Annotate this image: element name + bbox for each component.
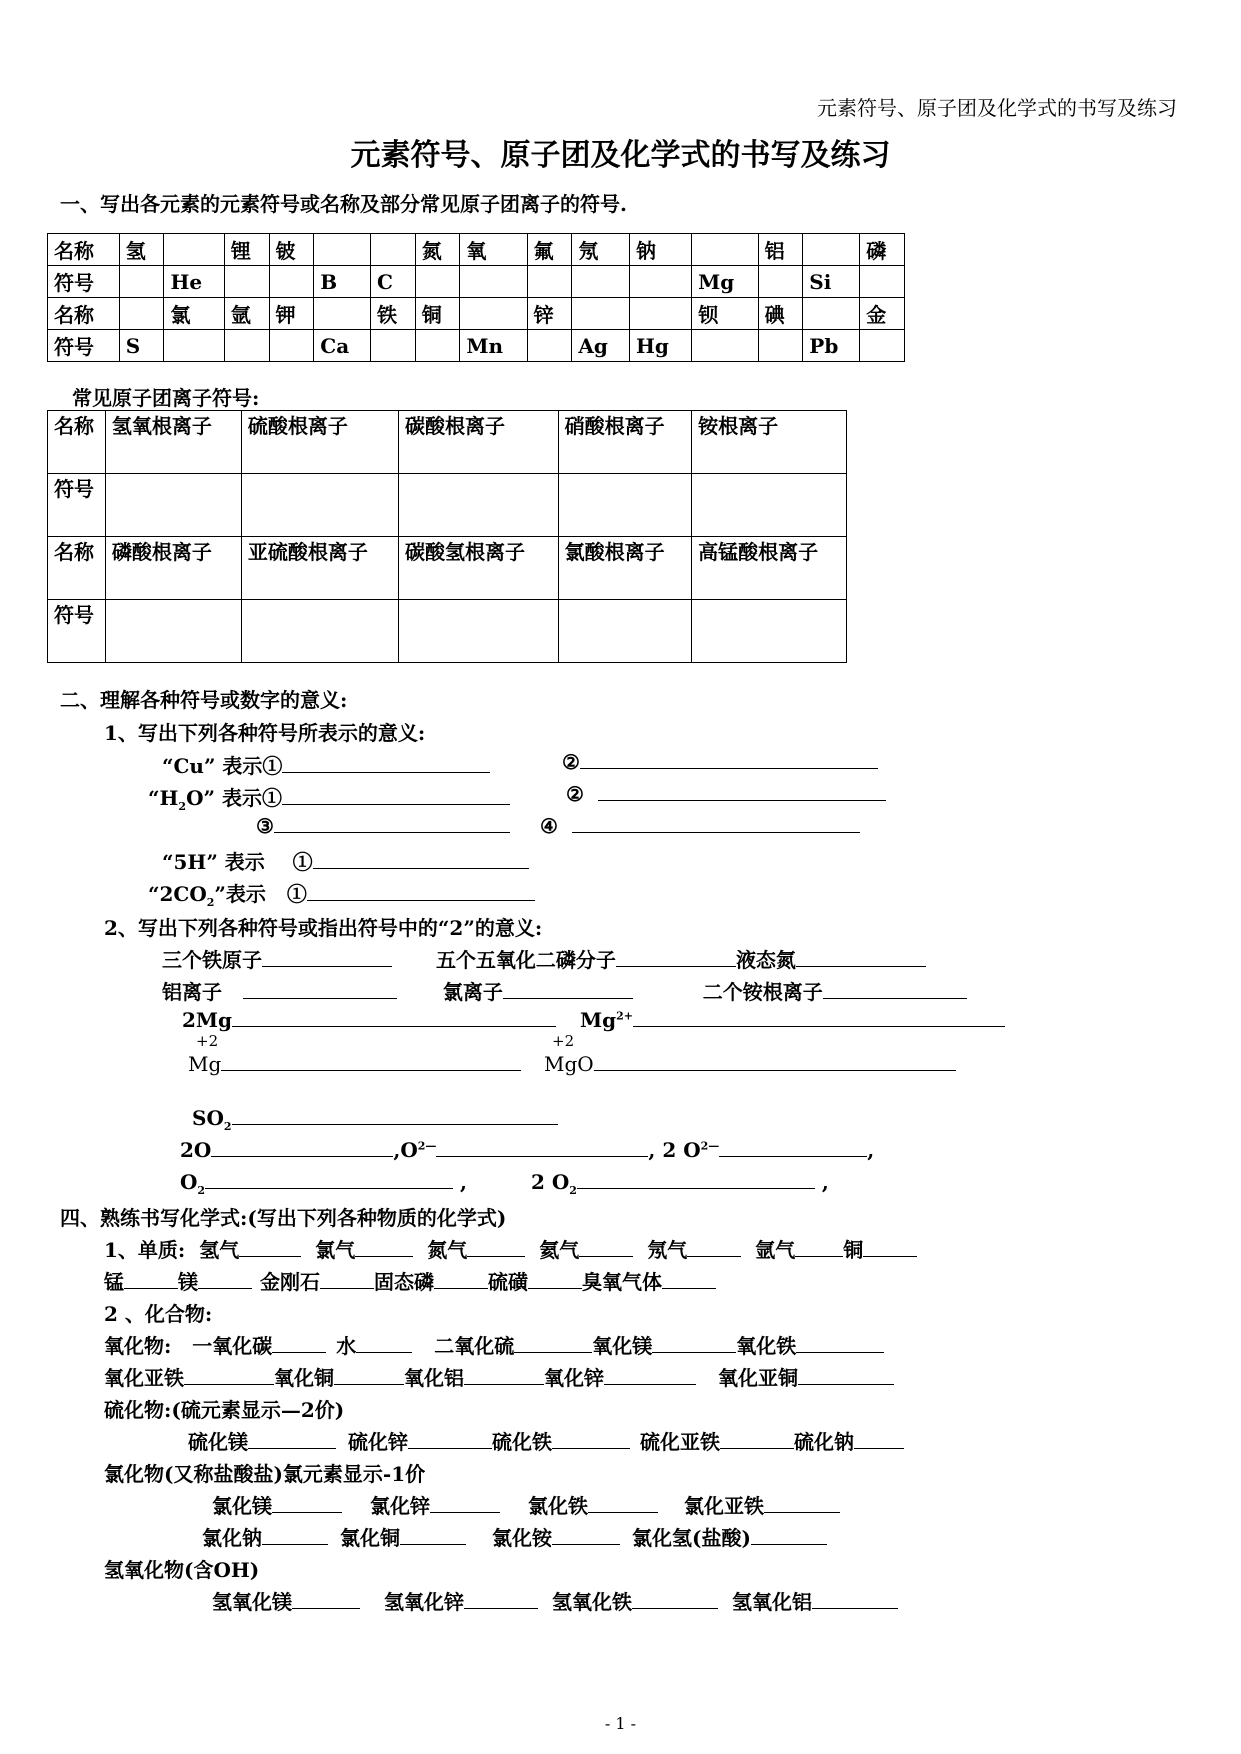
chloride-row-1: [212, 1490, 840, 1519]
table-cell[interactable]: [415, 330, 460, 362]
answer-blank[interactable]: [272, 1494, 342, 1513]
answer-blank[interactable]: [221, 1052, 521, 1071]
answer-blank[interactable]: [798, 1366, 894, 1385]
table-cell[interactable]: [399, 600, 559, 663]
table-cell[interactable]: [371, 330, 416, 362]
prompt: 五个五氧化二磷分子: [435, 948, 616, 972]
answer-blank[interactable]: [272, 1334, 326, 1353]
table-cell[interactable]: [105, 474, 241, 537]
h2o-label-b: O” 表示①: [186, 786, 282, 810]
question-1: 1、写出下列各种符号所表示的意义:: [104, 721, 426, 745]
formula-prompt: 铜: [843, 1238, 864, 1262]
table-cell[interactable]: [371, 234, 416, 266]
table-cell[interactable]: 氖: [572, 234, 630, 266]
table-cell[interactable]: Mn: [460, 330, 527, 362]
table-cell[interactable]: [629, 298, 691, 330]
row-2mg: [182, 1008, 556, 1032]
co2-label-b: ”表示: [214, 882, 266, 906]
answer-blank[interactable]: [720, 1430, 794, 1449]
answer-blank[interactable]: [232, 1008, 556, 1027]
answer-blank[interactable]: [464, 1590, 538, 1609]
table-cell[interactable]: 氮: [415, 234, 460, 266]
formula-prompt: 氯化亚铁: [684, 1494, 764, 1518]
formula-prompt: 氧化亚铜: [718, 1366, 798, 1390]
table-cell[interactable]: [558, 474, 692, 537]
formula-prompt: 氯气: [315, 1238, 356, 1262]
answer-blank[interactable]: [430, 1494, 500, 1513]
table-cell[interactable]: [119, 266, 164, 298]
table-cell[interactable]: 氢: [119, 234, 164, 266]
comma: ,: [867, 1138, 875, 1162]
table-cell[interactable]: [860, 266, 905, 298]
table-cell[interactable]: [460, 266, 527, 298]
row-valence-mgo: [544, 1052, 956, 1076]
answer-blank[interactable]: [408, 1430, 492, 1449]
table-cell[interactable]: 铍: [269, 234, 314, 266]
table-cell[interactable]: [224, 266, 269, 298]
table-cell[interactable]: 铜: [415, 298, 460, 330]
answer-blank[interactable]: [616, 948, 736, 967]
cu-meaning: [162, 750, 490, 779]
element-table: [47, 233, 905, 362]
table-cell[interactable]: 氟: [527, 234, 572, 266]
section-2-heading: 二、理解各种符号或数字的意义:: [60, 688, 348, 712]
row-o2: [180, 1170, 829, 1197]
table-cell[interactable]: 氢氧根离子: [105, 411, 241, 474]
circle-1-label: ①: [286, 882, 307, 906]
ion-table-label: 常见原子团离子符号:: [72, 386, 260, 410]
circle-4-label: ④: [540, 814, 558, 838]
prompt: 液态氮: [735, 948, 796, 972]
answer-blank[interactable]: [823, 980, 967, 999]
table-cell[interactable]: C: [371, 266, 416, 298]
row-20: [180, 1138, 874, 1162]
table-cell[interactable]: Pb: [803, 330, 860, 362]
formula-prompt: 氯化镁: [212, 1494, 272, 1518]
co2-subscript: 2: [206, 896, 215, 909]
answer-blank[interactable]: [124, 1270, 178, 1289]
formula-prompt: 氧化铝: [404, 1366, 464, 1390]
formula-prompt: 臭氧气体: [582, 1270, 662, 1294]
formula: SO: [192, 1106, 224, 1130]
table-cell[interactable]: 锂: [224, 234, 269, 266]
table-cell[interactable]: 铁: [371, 298, 416, 330]
answer-blank[interactable]: [604, 1366, 696, 1385]
comma: ,: [821, 1170, 829, 1194]
h2o-meaning-2: [566, 782, 886, 806]
answer-blank[interactable]: [552, 1526, 620, 1545]
answer-blank[interactable]: [184, 1366, 274, 1385]
table-cell[interactable]: 铵根离子: [692, 411, 847, 474]
formula-prompt: 镁: [178, 1270, 198, 1294]
table-row: [48, 600, 847, 663]
valence-mark: +2: [552, 1032, 575, 1050]
answer-blank[interactable]: [652, 1334, 736, 1353]
comma: ,: [460, 1170, 468, 1194]
co2-label-a: “2CO: [148, 882, 207, 906]
answer-blank[interactable]: [282, 754, 490, 773]
running-header: 元素符号、原子团及化学式的书写及练习: [817, 96, 1177, 120]
charge: 2+: [616, 1009, 633, 1023]
answer-blank[interactable]: [751, 1526, 827, 1545]
table-row: [48, 537, 847, 600]
prompt: 氯离子: [442, 980, 503, 1004]
table-cell[interactable]: 铝: [758, 234, 803, 266]
answer-blank[interactable]: [594, 1052, 956, 1071]
formula-prompt: 硫化铁: [492, 1430, 552, 1454]
formula-prompt: 硫化亚铁: [640, 1430, 720, 1454]
answer-blank[interactable]: [796, 1334, 884, 1353]
table-cell[interactable]: [415, 266, 460, 298]
table-cell[interactable]: Ca: [314, 330, 371, 362]
table-cell[interactable]: [692, 330, 759, 362]
answer-blank[interactable]: [211, 1138, 393, 1157]
formula-prompt: 氯化氢(盐酸): [632, 1526, 751, 1550]
answer-blank[interactable]: [577, 1170, 815, 1189]
question-2: 2、写出下列各种符号或指出符号中的“2”的意义:: [104, 916, 543, 940]
prompt: 铝离子: [162, 980, 222, 1004]
table-cell[interactable]: Hg: [629, 330, 691, 362]
oxide-row-2: [104, 1362, 894, 1391]
table-cell[interactable]: [314, 234, 371, 266]
formula-prompt: 氮气: [427, 1238, 468, 1262]
circle-2-label: ②: [562, 750, 580, 774]
table-cell[interactable]: [105, 600, 241, 663]
formula-prompt: 硫化锌: [348, 1430, 408, 1454]
table-cell[interactable]: [558, 600, 692, 663]
table-cell[interactable]: [314, 298, 371, 330]
section-1-heading: 一、写出各元素的元素符号或名称及部分常见原子团离子的符号.: [60, 192, 627, 216]
table-cell[interactable]: 高锰酸根离子: [692, 537, 847, 600]
table-cell[interactable]: 亚硫酸根离子: [241, 537, 398, 600]
section-4-heading: 四、熟练书写化学式:(写出下列各种物质的化学式): [60, 1206, 507, 1230]
answer-blank[interactable]: [588, 1494, 658, 1513]
answer-blank[interactable]: [274, 814, 510, 833]
formula: 2Mg: [182, 1008, 233, 1032]
formula-prompt: 氖气: [647, 1238, 688, 1262]
formula-prompt: 硫磺: [488, 1270, 528, 1294]
page-title: 元素符号、原子团及化学式的书写及练习: [350, 138, 891, 173]
answer-blank[interactable]: [320, 1270, 374, 1289]
charge: 2—: [700, 1139, 720, 1153]
answer-blank[interactable]: [863, 1238, 917, 1257]
table-cell[interactable]: 钡: [692, 298, 759, 330]
table-cell[interactable]: [224, 330, 269, 362]
table-cell[interactable]: B: [314, 266, 371, 298]
formula: Mg: [580, 1008, 617, 1032]
answer-blank[interactable]: [598, 782, 886, 801]
formula: 2 O: [530, 1170, 570, 1194]
formula-prompt: 水: [336, 1334, 357, 1358]
elements-row-1: [104, 1234, 917, 1263]
answer-blank[interactable]: [528, 1270, 582, 1289]
formula-prompt: 氧化亚铁: [104, 1366, 184, 1390]
prompt: 二个铵根离子: [702, 980, 823, 1004]
row-header-cell: 名称: [48, 298, 120, 330]
answer-blank[interactable]: [579, 1238, 633, 1257]
table-cell[interactable]: [119, 298, 164, 330]
chloride-label: 氯化物(又称盐酸盐)氯元素显示-1价: [104, 1462, 426, 1486]
row-header-cell: 符号: [48, 600, 106, 663]
answer-blank[interactable]: [400, 1526, 466, 1545]
table-cell[interactable]: Mg: [692, 266, 759, 298]
table-cell[interactable]: 金: [860, 298, 905, 330]
subscript: 2: [569, 1184, 577, 1197]
row-header-cell: 名称: [48, 234, 120, 266]
table-cell[interactable]: [692, 474, 847, 537]
answer-blank[interactable]: [796, 948, 926, 967]
charge: 2—: [417, 1139, 437, 1153]
table-cell[interactable]: [860, 330, 905, 362]
table-cell[interactable]: He: [164, 266, 224, 298]
table-cell[interactable]: 磷酸根离子: [105, 537, 241, 600]
answer-blank[interactable]: [503, 980, 633, 999]
table-cell[interactable]: [164, 234, 224, 266]
circle-3-label: ③: [256, 814, 274, 838]
answer-blank[interactable]: [719, 1138, 867, 1157]
answer-blank[interactable]: [795, 1238, 843, 1257]
row-so2: [192, 1106, 558, 1133]
hydroxide-label: 氢氧化物(含OH): [104, 1558, 260, 1582]
5h-meaning: [162, 846, 529, 875]
table-row: [48, 474, 847, 537]
hydroxide-row: [212, 1586, 898, 1615]
formula-prompt: 氧化镁: [592, 1334, 653, 1358]
answer-blank[interactable]: [313, 850, 529, 869]
compounds-label: 2 、化合物:: [104, 1302, 213, 1326]
answer-blank[interactable]: [467, 1238, 525, 1257]
label: 氧化物:: [104, 1334, 172, 1358]
row-header-cell: 名称: [48, 411, 106, 474]
table-cell[interactable]: [269, 330, 314, 362]
h2o-subscript: 2: [178, 800, 187, 813]
elements-row-2: [104, 1266, 716, 1295]
sulfide-row: [188, 1426, 904, 1455]
table-cell[interactable]: [629, 266, 691, 298]
row-header-cell: 符号: [48, 330, 120, 362]
row-header-cell: 符号: [48, 266, 120, 298]
formula-prompt: 氯化钠: [202, 1526, 262, 1550]
chloride-row-2: [202, 1522, 827, 1551]
row-mg-ion: [580, 1008, 1005, 1032]
row-ions: [162, 976, 967, 1005]
sulfide-label: 硫化物:(硫元素显示—2价): [104, 1398, 345, 1422]
table-cell[interactable]: [241, 600, 398, 663]
cu-meaning-2: [562, 750, 878, 774]
answer-blank[interactable]: [687, 1238, 741, 1257]
valence-mark: +2: [196, 1032, 219, 1050]
table-cell[interactable]: [572, 298, 630, 330]
table-cell[interactable]: 碳酸氢根离子: [399, 537, 559, 600]
table-row: [48, 411, 847, 474]
h2o-meaning-4: [540, 814, 860, 838]
table-row: [48, 234, 905, 266]
formula: Mg: [188, 1052, 222, 1076]
oxide-row-1: [104, 1330, 884, 1359]
table-row: [48, 330, 905, 362]
formula-prompt: 氧化锌: [544, 1366, 604, 1390]
answer-blank[interactable]: [434, 1270, 488, 1289]
table-cell[interactable]: [460, 298, 527, 330]
table-cell[interactable]: S: [119, 330, 164, 362]
subscript: 2: [197, 1184, 206, 1197]
answer-blank[interactable]: [198, 1270, 252, 1289]
answer-blank[interactable]: [764, 1494, 840, 1513]
table-cell[interactable]: [241, 474, 398, 537]
cu-label: “Cu” 表示①: [162, 754, 283, 778]
formula-prompt: 氯化铜: [340, 1526, 400, 1550]
5h-label: “5H” 表示: [162, 850, 265, 874]
formula-prompt: 硫化钠: [794, 1430, 854, 1454]
table-cell[interactable]: 氧: [460, 234, 527, 266]
answer-blank[interactable]: [514, 1334, 592, 1353]
table-cell[interactable]: 氯酸根离子: [558, 537, 692, 600]
row-iron-atoms: [162, 944, 926, 973]
table-cell[interactable]: 硝酸根离子: [558, 411, 692, 474]
formula-prompt: 锰: [104, 1270, 124, 1294]
formula-prompt: 氩气: [755, 1238, 796, 1262]
h2o-label-a: “H: [148, 786, 179, 810]
table-cell[interactable]: 碘: [758, 298, 803, 330]
formula-prompt: 氯化铵: [492, 1526, 552, 1550]
answer-blank[interactable]: [356, 1334, 412, 1353]
formula-prompt: 氧化铁: [736, 1334, 797, 1358]
answer-blank[interactable]: [282, 786, 510, 805]
comma: ,: [393, 1138, 401, 1162]
formula-prompt: 金刚石: [260, 1270, 320, 1294]
formula-prompt: 一氧化碳: [192, 1334, 273, 1358]
answer-blank[interactable]: [239, 1238, 301, 1257]
answer-blank[interactable]: [262, 948, 392, 967]
answer-blank[interactable]: [632, 1590, 718, 1609]
table-cell[interactable]: [527, 330, 572, 362]
answer-blank[interactable]: [243, 980, 397, 999]
formula: 2O: [180, 1138, 212, 1162]
table-cell[interactable]: [399, 474, 559, 537]
circle-2-label: ②: [566, 782, 584, 806]
answer-blank[interactable]: [292, 1590, 360, 1609]
answer-blank[interactable]: [552, 1430, 630, 1449]
row-header-cell: 符号: [48, 474, 106, 537]
table-cell[interactable]: 钾: [269, 298, 314, 330]
circle-1-label: ①: [292, 850, 313, 874]
table-cell[interactable]: [692, 234, 759, 266]
formula: MgO: [544, 1052, 594, 1076]
table-cell[interactable]: 硫酸根离子: [241, 411, 398, 474]
answer-blank[interactable]: [436, 1138, 648, 1157]
answer-blank[interactable]: [854, 1430, 904, 1449]
formula-prompt: 二氧化硫: [434, 1334, 515, 1358]
answer-blank[interactable]: [355, 1238, 413, 1257]
label: 1、单质:: [104, 1238, 186, 1262]
answer-blank[interactable]: [248, 1430, 336, 1449]
formula-prompt: 硫化镁: [188, 1430, 248, 1454]
table-cell[interactable]: [269, 266, 314, 298]
answer-blank[interactable]: [205, 1170, 453, 1189]
table-cell[interactable]: [803, 234, 860, 266]
formula: 2 O: [662, 1138, 701, 1162]
answer-blank[interactable]: [262, 1526, 328, 1545]
formula-prompt: 氢氧化铁: [552, 1590, 632, 1614]
table-cell[interactable]: 磷: [860, 234, 905, 266]
table-cell[interactable]: [758, 266, 803, 298]
formula: O: [400, 1138, 418, 1162]
h2o-meaning: [148, 782, 510, 813]
prompt: 三个铁原子: [162, 948, 262, 972]
table-cell[interactable]: 锌: [527, 298, 572, 330]
2co2-meaning: [148, 878, 535, 909]
answer-blank[interactable]: [662, 1270, 716, 1289]
table-cell[interactable]: [803, 298, 860, 330]
table-cell[interactable]: 钠: [629, 234, 691, 266]
table-cell[interactable]: [758, 330, 803, 362]
ion-table: [47, 410, 847, 663]
row-header-cell: 名称: [48, 537, 106, 600]
comma: ,: [648, 1138, 656, 1162]
subscript: 2: [223, 1120, 232, 1133]
table-cell[interactable]: [692, 600, 847, 663]
formula-prompt: 氢气: [199, 1238, 240, 1262]
table-cell[interactable]: 氯: [164, 298, 224, 330]
answer-blank[interactable]: [633, 1008, 1005, 1027]
formula-prompt: 氢氧化铝: [732, 1590, 812, 1614]
formula-prompt: 氯化锌: [370, 1494, 430, 1518]
formula: O: [180, 1170, 198, 1194]
table-cell[interactable]: Ag: [572, 330, 630, 362]
table-cell[interactable]: Si: [803, 266, 860, 298]
page-number: - 1 -: [604, 1714, 637, 1733]
formula-prompt: 固态磷: [374, 1270, 434, 1294]
table-cell[interactable]: [527, 266, 572, 298]
table-cell[interactable]: 氩: [224, 298, 269, 330]
formula-prompt: 氢氧化镁: [212, 1590, 292, 1614]
h2o-meaning-3: [256, 814, 510, 838]
table-cell[interactable]: [572, 266, 630, 298]
answer-blank[interactable]: [812, 1590, 898, 1609]
formula-prompt: 氧化铜: [274, 1366, 334, 1390]
answer-blank[interactable]: [307, 882, 535, 901]
table-cell[interactable]: [164, 330, 224, 362]
answer-blank[interactable]: [334, 1366, 404, 1385]
formula-prompt: 氯化铁: [528, 1494, 588, 1518]
row-valence-mg: [188, 1052, 521, 1076]
answer-blank[interactable]: [464, 1366, 544, 1385]
table-cell[interactable]: 碳酸根离子: [399, 411, 559, 474]
answer-blank[interactable]: [572, 814, 860, 833]
table-row: [48, 266, 905, 298]
table-row: [48, 298, 905, 330]
formula-prompt: 氦气: [539, 1238, 580, 1262]
answer-blank[interactable]: [580, 750, 878, 769]
answer-blank[interactable]: [232, 1106, 558, 1125]
formula-prompt: 氢氧化锌: [384, 1590, 464, 1614]
